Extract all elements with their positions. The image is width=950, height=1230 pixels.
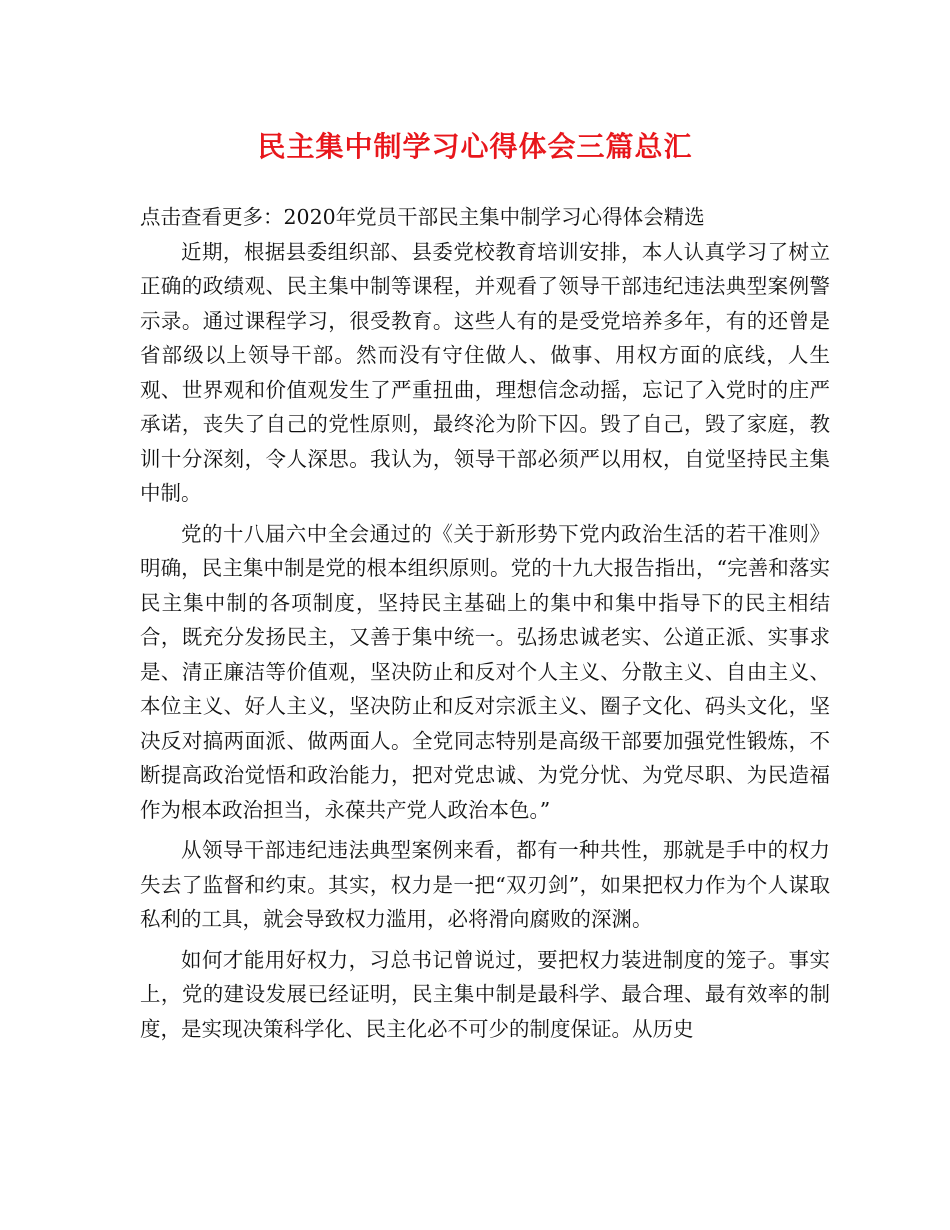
paragraph-4: 如何才能用好权力，习总书记曾说过，要把权力装进制度的笼子。事实上，党的建设发展已经证明，民主集中制是最科学、最合理、最有效率的制度，是实现决策科学化、民主化必不可少的制度保证。从历史: [140, 947, 830, 1041]
more-link[interactable]: 点击查看更多：2020年党员干部民主集中制学习心得体会精选: [140, 205, 705, 229]
paragraph-2: 党的十八届六中全会通过的《关于新形势下党内政治生活的若干准则》明确，民主集中制是党的根本组织原则。党的十九大报告指出，“完善和落实民主集中制的各项制度，坚持民主基础上的集中和集中指导下的民主相结合，既充分发扬民主，又善于集中统一。弘扬忠诚老实、公道正派、实事求是、清正廉洁等价值观，坚决防止和反对个人主义、分散主义、自由主义、本位主义、好人主义，坚决防止和反对宗派主义、圈子文化、码头文化，坚决反对搞两面派、做两面人。全党同志特别是高级干部要加强党性锻炼，不断提高政治觉悟和政治能力，把对党忠诚、为党分忧、为党尽职、为民造福作为根本政治担当，永葆共产党人政治本色。”: [140, 521, 830, 822]
paragraph-1: 近期，根据县委组织部、县委党校教育培训安排，本人认真学习了树立正确的政绩观、民主集中制等课程，并观看了领导干部违纪违法典型案例警示录。通过课程学习，很受教育。这些人有的是受党培养多年，有的还曾是省部级以上领导干部。然而没有守住做人、做事、用权方面的底线，人生观、世界观和价值观发生了严重扭曲，理想信念动摇，忘记了入党时的庄严承诺，丧失了自己的党性原则，最终沦为阶下囚。毁了自己，毁了家庭，教训十分深刻，令人深思。我认为，领导干部必须严以用权，自觉坚持民主集中制。: [140, 239, 830, 505]
paragraph-3: 从领导干部违纪违法典型案例来看，都有一种共性，那就是手中的权力失去了监督和约束。其实，权力是一把“双刃剑”，如果把权力作为个人谋取私利的工具，就会导致权力滥用，必将滑向腐败的深渊。: [140, 838, 830, 931]
document-title: 民主集中制学习心得体会三篇总汇: [257, 130, 693, 163]
document-body: [140, 200, 830, 1046]
